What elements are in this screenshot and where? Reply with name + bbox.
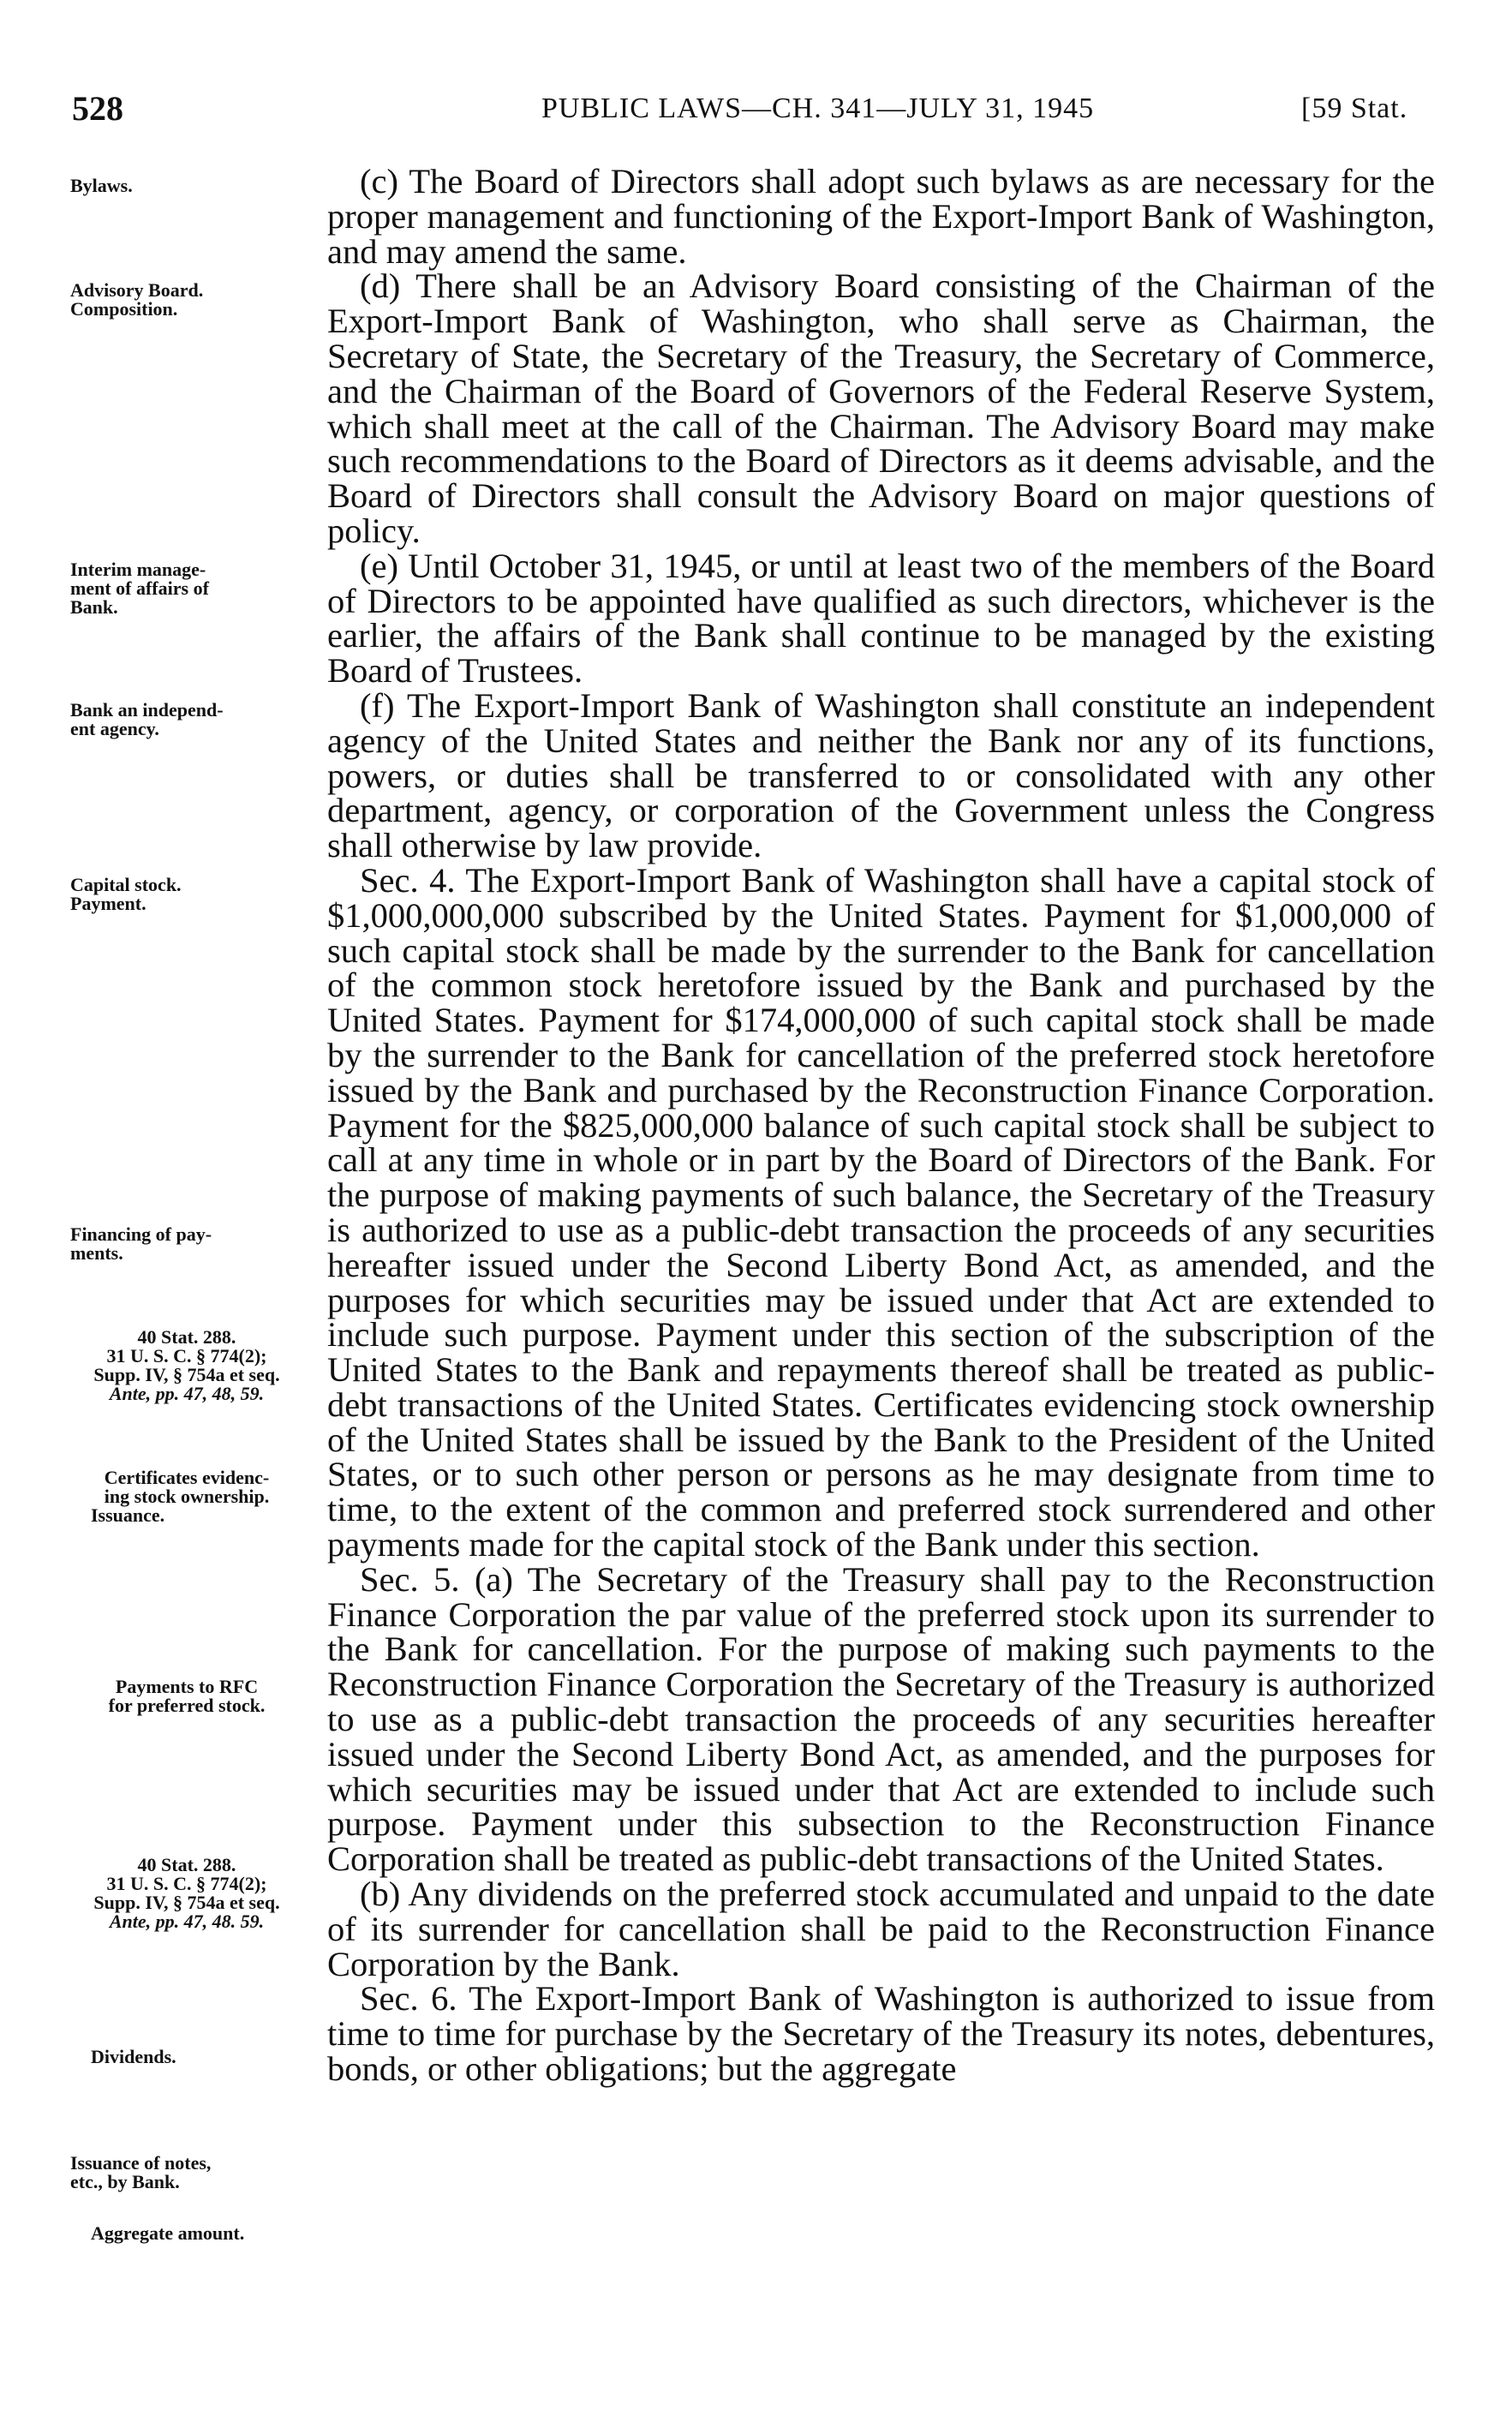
margin-note-citation-1: 40 Stat. 288. 31 U. S. C. § 774(2); Supp. IV, § 754a et seq. Ante, pp. 47, 48, 59. xyxy=(93,1326,280,1404)
running-header-title: PUBLIC LAWS—CH. 341—JULY 31, 1945 xyxy=(541,93,1095,124)
paragraph-3d-advisory-board: (d) There shall be an Advisory Board consisting of the Chairman of the Export-Import Bank of Washington, who shall serve as Chairman, the Secretary of State, the Secretary of the Treasury, the Secretary of Commerce, and the Chairman of the Board of Governors of the Federal Reserve System, which shall meet at the call of the Chairman. The Advisory Board may make such recommendations to the Board of Directors as it deems advisable, and the Board of Directors shall consult the Advisory Board on major questions of policy. xyxy=(327,266,1435,550)
margin-note-dividends: Dividends. xyxy=(91,2046,176,2067)
paragraph-3e-interim-management: (e) Until October 31, 1945, or until at least two of the members of the Board of Directors to be appointed have qualified as such directors, whichever is the earlier, the affairs of the Bank shall continue to be managed by the existing Board of Trustees. xyxy=(327,546,1435,691)
paragraph-3f-independent-agency: (f) The Export-Import Bank of Washington shall constitute an independent agency of the United States and neither the Bank nor any of its functions, powers, or duties shall be transferred to or consolidated with any other department, agency, or corporation of the Government unless the Congress shall otherwise by law provide. xyxy=(327,685,1435,865)
margin-note-independent-agency: Bank an independ- ent agency. xyxy=(70,699,224,739)
margin-note-citation-2: 40 Stat. 288. 31 U. S. C. § 774(2); Supp. IV, § 754a et seq. Ante, pp. 47, 48. 59. xyxy=(93,1854,280,1932)
paragraph-sec-5b-dividends: (b) Any dividends on the preferred stock accumulated and unpaid to the date of its surrender for cancellation shall be paid to the Reconstruction Finance Corporation by the Bank. xyxy=(327,1875,1435,1983)
page-number: 528 xyxy=(72,89,123,128)
body-text xyxy=(327,164,1435,2087)
paragraph-sec-4-capital-stock: Sec. 4. The Export-Import Bank of Washington shall have a capital stock of $1,000,000,000 subscribed by the United States. Payment for $1,000,000 of such capital stock shall be made by the surrender to the Bank for cancellation of the common stock heretofore issued by the Bank and purchased by the United States. Payment for $174,000,000 of such capital stock shall be made by the surrender to the Bank for cancellation of the preferred stock heretofore issued by the Bank and purchased by the Reconstruction Finance Corporation. Payment for the $825,000,000 balance of such capital stock shall be subject to call at any time in whole or in part by the Board of Directors of the Bank. For the purpose of making payments of such balance, the Secretary of the Treasury is authorized to use as a public-debt transaction the proceeds of any securities hereafter issued under the Second Liberty Bond Act, as amended, and the purposes for which securities may be issued under that Act are extended to include such purpose. Payment under this section of the subscription of the United States to the Bank and repayments thereof shall be treated as public-debt transactions of the United States. Certificates evidencing stock ownership of the United States shall be issued by the Bank to the President of the United States, or to such other person or persons as he may designate from time to time, to the extent of the common and preferred stock surrendered and other payments made for the capital stock of the Bank under this section. xyxy=(327,860,1435,1564)
margin-note-issuance-notes: Issuance of notes, etc., by Bank. xyxy=(70,2152,212,2192)
margin-note-capital-stock: Capital stock. Payment. xyxy=(70,874,182,914)
margin-note-interim-management: Interim manage- ment of affairs of Bank. xyxy=(70,559,209,618)
paragraph-sec-6-notes: Sec. 6. The Export-Import Bank of Washington is authorized to issue from time to time for purchase by the Secretary of the Treasury its notes, debentures, bonds, or other obligations; but the aggregate xyxy=(327,1979,1435,2089)
paragraph-3c-bylaws: (c) The Board of Directors shall adopt such bylaws as are necessary for the proper management and functioning of the Export-Import Bank of Washington, and may amend the same. xyxy=(327,162,1435,271)
margin-note-certificates: Certificates evidenc- ing stock ownership. Issuance. xyxy=(91,1467,270,1526)
margin-note-bylaws: Bylaws. xyxy=(70,175,133,196)
margin-note-aggregate-amount: Aggregate amount. xyxy=(91,2222,245,2244)
volume-reference: [59 Stat. xyxy=(1301,93,1408,124)
margin-note-advisory-board: Advisory Board. Composition. xyxy=(70,279,204,320)
paragraph-sec-5a-payments: Sec. 5. (a) The Secretary of the Treasury shall pay to the Reconstruction Finance Corporation the par value of the preferred stock upon its surrender to the Bank for cancellation. For the purpose of making such payments to the Reconstruction Finance Corporation the Secretary of the Treasury is authorized to use as a public-debt transaction the proceeds of any securities hereafter issued under the Second Liberty Bond Act, as amended, and the purposes for which securities may be issued under that Act are extended to include such purpose. Payment under this subsection to the Reconstruction Finance Corporation shall be treated as public-debt transactions of the United States. xyxy=(327,1559,1435,1879)
margin-note-payments-rfc: Payments to RFC for preferred stock. xyxy=(108,1676,266,1716)
margin-note-financing-payments: Financing of pay- ments. xyxy=(70,1223,212,1264)
